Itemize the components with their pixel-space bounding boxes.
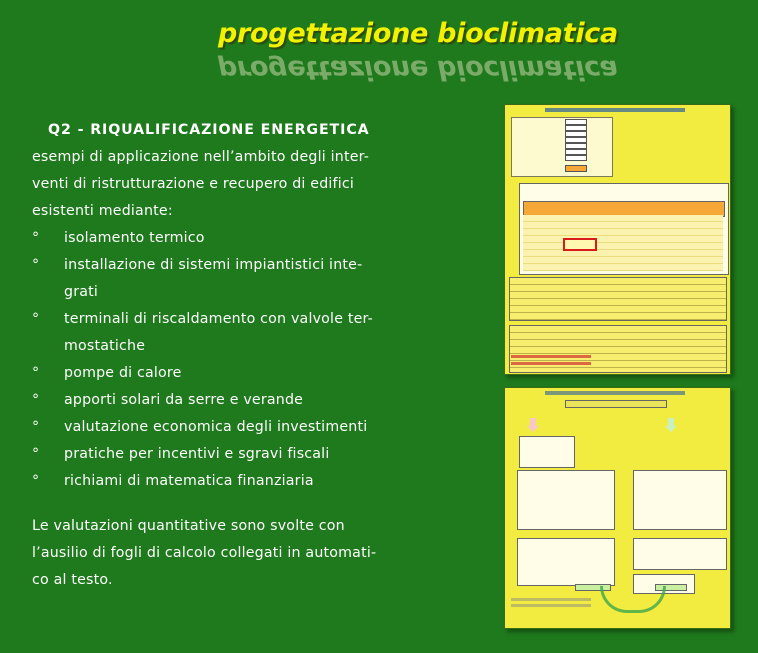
bullet-continuation: mostatiche: [64, 338, 146, 354]
bullet-text: apporti solari da serre e verande: [64, 392, 304, 408]
highlight-box: [563, 238, 597, 251]
closing-line: l’ausilio di fogli di calcolo collegati in automati-: [32, 545, 377, 561]
bullet-marker: °: [32, 365, 40, 381]
bullet-text: richiami di matematica finanziaria: [64, 473, 314, 489]
bullet-item: [32, 225, 412, 252]
spreadsheet-image-pompa-calore: [504, 387, 731, 629]
slide-title: progettazione bioclimatica: [218, 18, 618, 49]
slide-body: [32, 117, 412, 594]
slide-title-reflection: progettazione bioclimatica: [218, 54, 618, 85]
bullet-text: pratiche per incentivi e sgravi fiscali: [64, 446, 330, 462]
bullet-item: [32, 360, 412, 387]
bullet-item: [32, 306, 412, 333]
bullet-item: [32, 441, 412, 468]
bullet-item: [32, 468, 412, 495]
bullet-marker: °: [32, 473, 40, 489]
bullet-text: terminali di riscaldamento con valvole ter-: [64, 311, 373, 327]
intro-line: esistenti mediante:: [32, 203, 173, 219]
bullet-marker: °: [32, 392, 40, 408]
intro-line: venti di ristrutturazione e recupero di edifici: [32, 176, 355, 192]
intro-line: esempi di applicazione nell’ambito degli inter-: [32, 149, 370, 165]
section-heading: Q2 - RIQUALIFICAZIONE ENERGETICA: [48, 122, 370, 138]
bullet-continuation: grati: [64, 284, 99, 300]
bullet-marker: °: [32, 230, 40, 246]
closing-line: Le valutazioni quantitative sono svolte con: [32, 518, 345, 534]
bullet-marker: °: [32, 446, 40, 462]
bullet-marker: °: [32, 419, 40, 435]
bullet-marker: °: [32, 257, 40, 273]
bullet-item: [32, 387, 412, 414]
bullet-item: [32, 414, 412, 441]
bullet-text: pompe di calore: [64, 365, 182, 381]
bullet-item: [32, 252, 412, 279]
bullet-marker: °: [32, 311, 40, 327]
bullet-text: isolamento termico: [64, 230, 205, 246]
closing-line: co al testo.: [32, 572, 113, 588]
spreadsheet-image-dispersioni: [504, 104, 731, 375]
bullet-text: valutazione economica degli investimenti: [64, 419, 368, 435]
bullet-text: installazione di sistemi impiantistici inte-: [64, 257, 363, 273]
